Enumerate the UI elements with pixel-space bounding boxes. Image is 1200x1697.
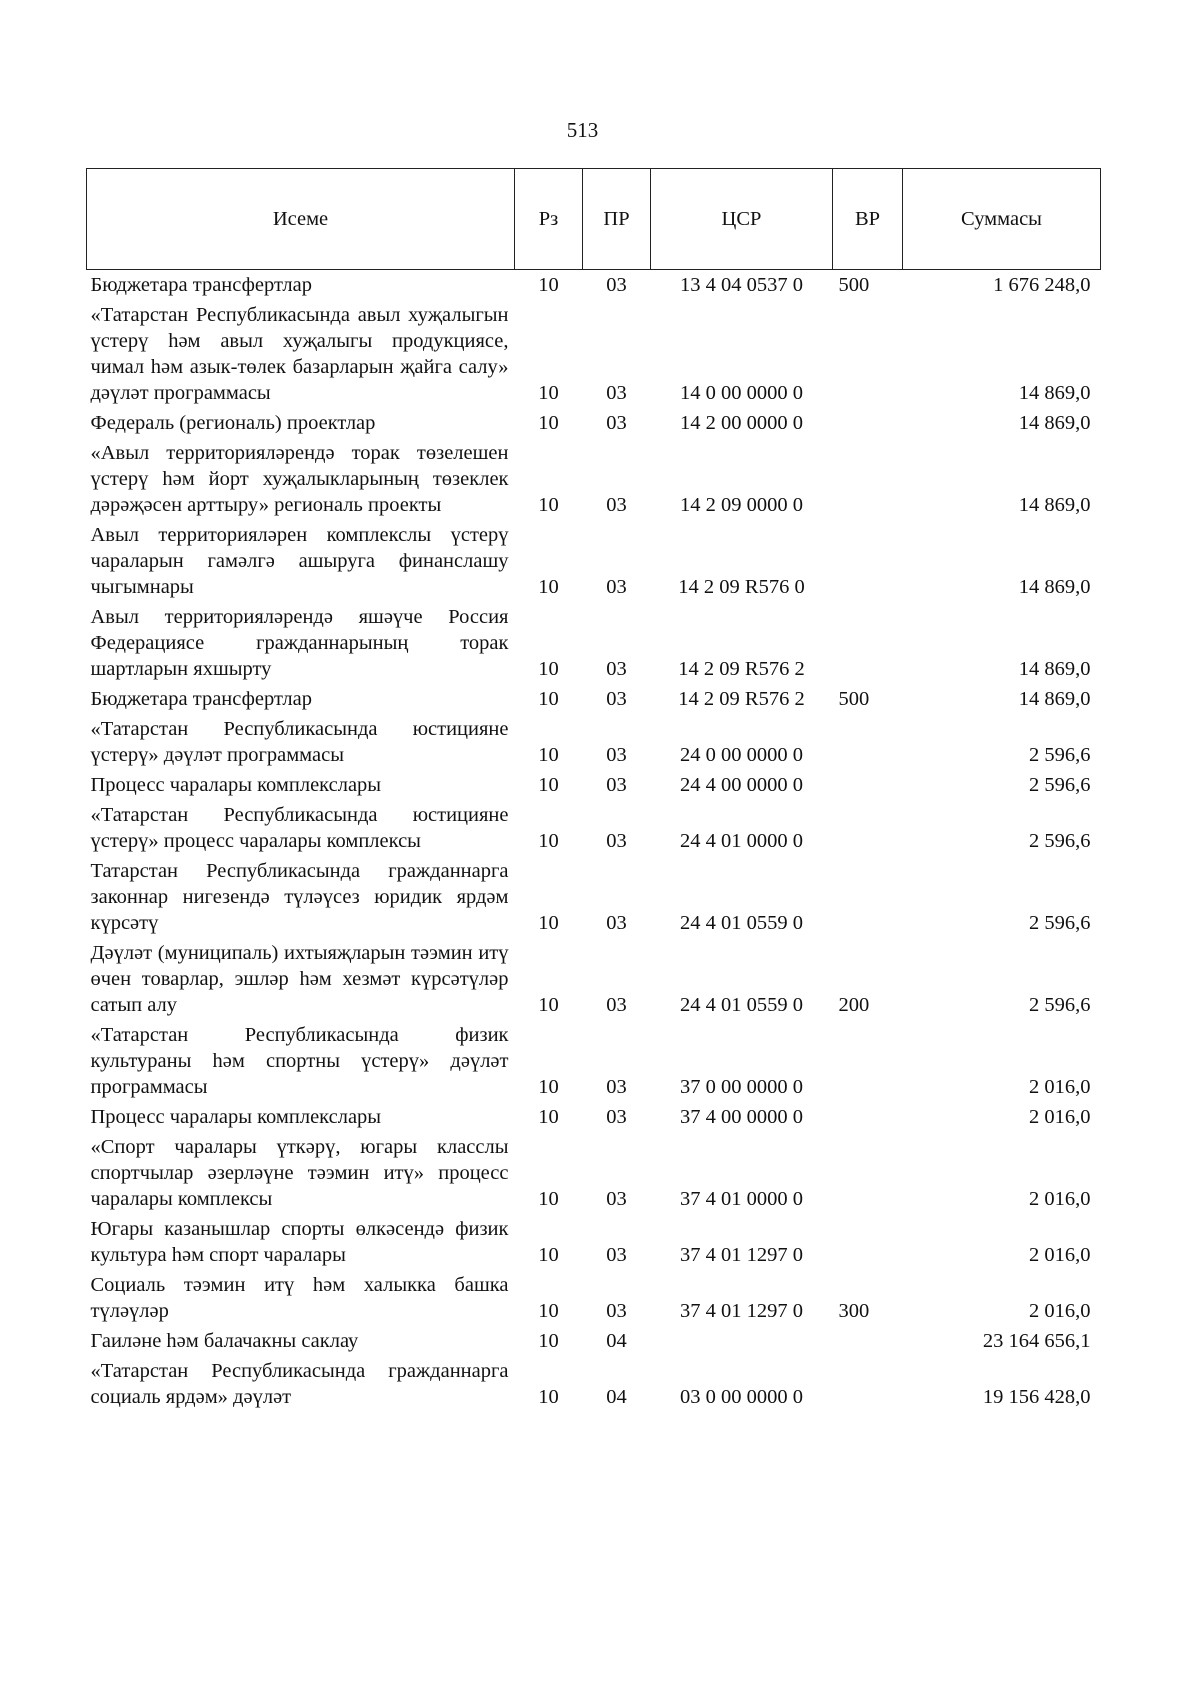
cell-pr: 04: [606, 1330, 627, 1352]
cell-rz: 10: [538, 494, 559, 516]
cell-name: «Татарстан Республикасында гражданнарга социаль ярдәм» дәүләт: [90, 1360, 509, 1408]
page-number: 513: [566, 118, 599, 142]
table-row: [87, 410, 1101, 440]
table-row: [87, 940, 1101, 1022]
table-header-row: [87, 169, 1101, 270]
cell-name: Процесс чаралары комплекслары: [90, 1106, 382, 1128]
cell-name: Югары казанышлар спорты өлкәсендә физик культура һәм спорт чаралары: [90, 1218, 509, 1266]
cell-sum: 2 596,6: [1029, 994, 1091, 1016]
cell-rz: 10: [538, 1386, 559, 1408]
cell-name: «Татарстан Республикасында физик культураны һәм спортны үстерү» дәүләт программасы: [90, 1024, 509, 1098]
cell-name: Федераль (региональ) проектлар: [90, 412, 376, 434]
table-row: [87, 686, 1101, 716]
cell-name: Авыл территорияләрен комплекслы үстерү чараларын гамәлгә ашыруга финанслашу чыгымнары: [90, 524, 509, 598]
cell-vr: [833, 716, 903, 772]
cell-name: Гаиләне һәм балачакны саклау: [90, 1330, 359, 1352]
cell-vr: [833, 1358, 903, 1414]
budget-table: [86, 168, 1101, 1414]
cell-pr: 03: [606, 494, 627, 516]
cell-vr: [833, 440, 903, 522]
cell-sum: 2 596,6: [1029, 912, 1091, 934]
table-row: [87, 1272, 1101, 1328]
cell-vr: [833, 1216, 903, 1272]
cell-csr: 03 0 00 0000 0: [680, 1386, 803, 1408]
cell-csr: 14 2 00 0000 0: [680, 412, 803, 434]
cell-csr: 24 0 00 0000 0: [680, 744, 803, 766]
cell-rz: 10: [538, 658, 559, 680]
table-row: [87, 302, 1101, 410]
cell-pr: 03: [606, 688, 627, 710]
cell-pr: 03: [606, 1300, 627, 1322]
cell-csr: 24 4 01 0559 0: [680, 912, 803, 934]
cell-csr: 14 2 09 0000 0: [680, 494, 803, 516]
cell-name: Дәүләт (муниципаль) ихтыяҗларын тәэмин итү өчен товарлар, эшләр һәм хезмәт күрсәтүләр сатып алу: [90, 942, 509, 1016]
cell-sum: 2 596,6: [1029, 830, 1091, 852]
header-pr: ПР: [583, 169, 651, 270]
cell-pr: 03: [606, 830, 627, 852]
table-body: [87, 270, 1101, 1415]
cell-rz: 10: [538, 274, 559, 296]
cell-sum: 2 016,0: [1029, 1188, 1091, 1210]
cell-vr: [833, 302, 903, 410]
cell-sum: 14 869,0: [1018, 412, 1091, 434]
header-name: Исеме: [87, 169, 515, 270]
cell-name: «Татарстан Республикасында авыл хуҗалыгын үстерү һәм авыл хуҗалыгы продукциясе, чимал һәм азык-төлек базарларын җайга салу» дәүләт программасы: [90, 304, 509, 404]
cell-pr: 03: [606, 1188, 627, 1210]
cell-rz: 10: [538, 1188, 559, 1210]
table-row: [87, 522, 1101, 604]
cell-rz: 10: [538, 1106, 559, 1128]
cell-sum: 2 016,0: [1029, 1300, 1091, 1322]
cell-name: «Спорт чаралары үткәрү, югары класслы спортчылар әзерләүне тәэмин итү» процесс чаралары комплексы: [90, 1136, 509, 1210]
cell-pr: 03: [606, 912, 627, 934]
cell-name: Авыл территорияләрендә яшәүче Россия Федерациясе гражданнарының торак шартларын яхшырту: [90, 606, 509, 680]
cell-sum: 14 869,0: [1018, 688, 1091, 710]
cell-pr: 03: [606, 382, 627, 404]
cell-pr: 03: [606, 1106, 627, 1128]
cell-vr: [833, 604, 903, 686]
cell-name: Бюджетара трансфертлар: [90, 688, 313, 710]
table-row: [87, 440, 1101, 522]
cell-vr: [833, 802, 903, 858]
cell-csr: 37 4 01 1297 0: [680, 1300, 803, 1322]
cell-sum: 14 869,0: [1018, 494, 1091, 516]
cell-sum: 14 869,0: [1018, 658, 1091, 680]
cell-csr: [651, 1328, 833, 1358]
cell-sum: 2 016,0: [1029, 1106, 1091, 1128]
cell-csr: 14 2 09 R576 0: [678, 576, 805, 598]
cell-rz: 10: [538, 1244, 559, 1266]
cell-rz: 10: [538, 912, 559, 934]
cell-sum: 2 016,0: [1029, 1244, 1091, 1266]
cell-csr: 37 4 01 0000 0: [680, 1188, 803, 1210]
cell-vr: 500: [838, 688, 870, 710]
cell-csr: 24 4 00 0000 0: [680, 774, 803, 796]
header-sum: Суммасы: [903, 169, 1101, 270]
cell-pr: 03: [606, 744, 627, 766]
cell-vr: [833, 1104, 903, 1134]
cell-pr: 03: [606, 774, 627, 796]
cell-csr: 37 4 00 0000 0: [680, 1106, 803, 1128]
cell-csr: 37 0 00 0000 0: [680, 1076, 803, 1098]
header-vr: ВР: [833, 169, 903, 270]
table-row: [87, 1328, 1101, 1358]
table-row: [87, 1104, 1101, 1134]
cell-rz: 10: [538, 994, 559, 1016]
table-row: [87, 270, 1101, 303]
table-row: [87, 604, 1101, 686]
header-rz: Рз: [515, 169, 583, 270]
cell-sum: 2 596,6: [1029, 774, 1091, 796]
table-row: [87, 1358, 1101, 1414]
cell-vr: [833, 772, 903, 802]
cell-csr: 24 4 01 0559 0: [680, 994, 803, 1016]
cell-pr: 03: [606, 658, 627, 680]
cell-rz: 10: [538, 830, 559, 852]
table-row: [87, 1216, 1101, 1272]
cell-pr: 03: [606, 994, 627, 1016]
cell-rz: 10: [538, 688, 559, 710]
cell-pr: 03: [606, 274, 627, 296]
cell-rz: 10: [538, 382, 559, 404]
cell-pr: 03: [606, 1076, 627, 1098]
cell-sum: 23 164 656,1: [982, 1330, 1091, 1352]
cell-sum: 19 156 428,0: [982, 1386, 1091, 1408]
cell-pr: 03: [606, 412, 627, 434]
cell-vr: 200: [838, 994, 870, 1016]
cell-csr: 14 2 09 R576 2: [678, 688, 805, 710]
cell-vr: 500: [838, 274, 870, 296]
cell-name: Татарстан Республикасында гражданнарга законнар нигезендә түләүсез юридик ярдәм күрсәтү: [90, 860, 509, 934]
cell-pr: 03: [606, 1244, 627, 1266]
cell-vr: [833, 1022, 903, 1104]
table-row: [87, 716, 1101, 772]
cell-rz: 10: [538, 412, 559, 434]
cell-sum: 14 869,0: [1018, 382, 1091, 404]
cell-rz: 10: [538, 576, 559, 598]
cell-name: Процесс чаралары комплекслары: [90, 774, 382, 796]
cell-vr: [833, 858, 903, 940]
table-row: [87, 802, 1101, 858]
cell-csr: 14 0 00 0000 0: [680, 382, 803, 404]
table-row: [87, 772, 1101, 802]
cell-name: «Татарстан Республикасында юстицияне үстерү» процесс чаралары комплексы: [90, 804, 509, 852]
cell-vr: [833, 522, 903, 604]
cell-csr: 37 4 01 1297 0: [680, 1244, 803, 1266]
cell-sum: 2 596,6: [1029, 744, 1091, 766]
cell-name: Бюджетара трансфертлар: [90, 274, 313, 296]
cell-rz: 10: [538, 1330, 559, 1352]
table-row: [87, 1134, 1101, 1216]
cell-pr: 04: [606, 1386, 627, 1408]
cell-vr: [833, 1134, 903, 1216]
cell-name: «Татарстан Республикасында юстицияне үстерү» дәүләт программасы: [90, 718, 509, 766]
cell-name: Социаль тәэмин итү һәм халыкка башка түләүләр: [90, 1274, 509, 1322]
cell-name: «Авыл территорияләрендә торак төзелешен үстерү һәм йорт хуҗалыкларының төзеклек дәрәҗәсен арттыру» региональ проекты: [90, 442, 509, 516]
cell-vr: 300: [838, 1300, 870, 1322]
cell-csr: 24 4 01 0000 0: [680, 830, 803, 852]
table-row: [87, 858, 1101, 940]
cell-sum: 2 016,0: [1029, 1076, 1091, 1098]
cell-csr: 13 4 04 0537 0: [680, 274, 803, 296]
cell-rz: 10: [538, 774, 559, 796]
cell-vr: [833, 1328, 903, 1358]
cell-pr: 03: [606, 576, 627, 598]
cell-rz: 10: [538, 1300, 559, 1322]
cell-vr: [833, 410, 903, 440]
cell-rz: 10: [538, 1076, 559, 1098]
header-csr: ЦСР: [651, 169, 833, 270]
table-row: [87, 1022, 1101, 1104]
cell-sum: 1 676 248,0: [993, 274, 1091, 296]
cell-sum: 14 869,0: [1018, 576, 1091, 598]
cell-rz: 10: [538, 744, 559, 766]
cell-csr: 14 2 09 R576 2: [678, 658, 805, 680]
